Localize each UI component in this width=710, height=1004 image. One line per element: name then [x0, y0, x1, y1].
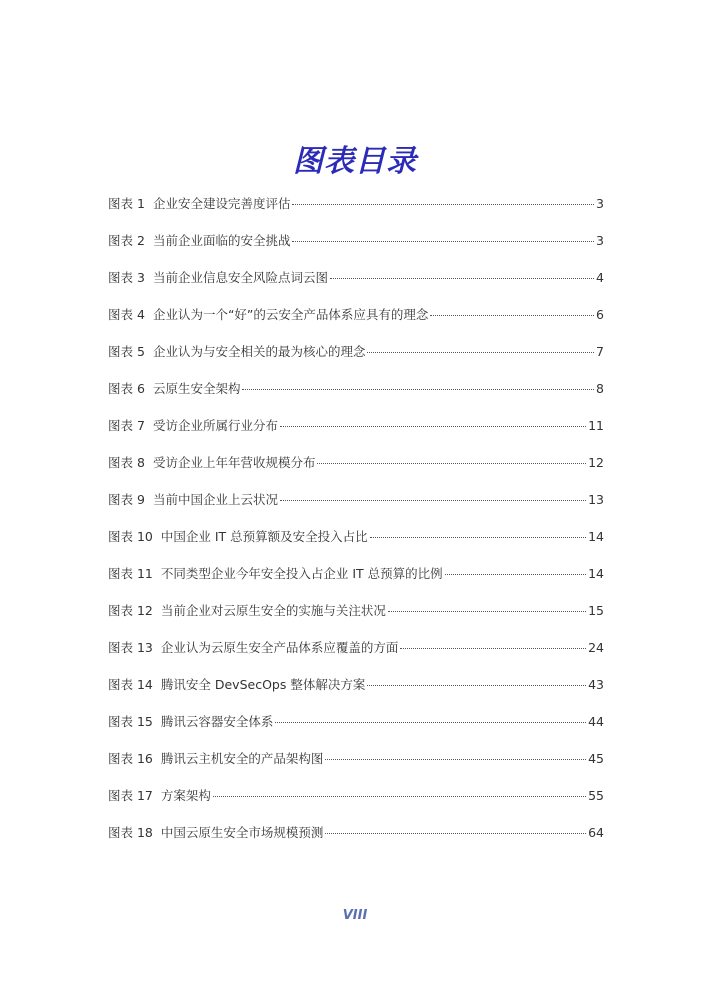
toc-entry[interactable]: [108, 636, 604, 673]
toc-entry-page: 3: [596, 196, 604, 211]
toc-entry-label: 图表 16: [108, 751, 153, 766]
toc-entry-title: 云原生安全架构: [152, 381, 241, 396]
toc-dot-leader: [430, 315, 594, 316]
toc-entry-title: 腾讯云主机安全的产品架构图: [160, 751, 324, 766]
toc-entry-label: 图表 15: [108, 714, 153, 729]
toc-entry-page: 24: [588, 640, 604, 655]
page-title: 图表目录: [293, 144, 417, 180]
toc-entry-label: 图表 14: [108, 677, 153, 692]
toc-dot-leader: [325, 759, 586, 760]
toc-entry-title: 当前企业信息安全风险点词云图: [152, 270, 328, 285]
toc-entry-title: 受访企业所属行业分布: [152, 418, 278, 433]
toc-entry-page: 13: [588, 492, 604, 507]
toc-entry-title: 当前企业对云原生安全的实施与关注状况: [160, 603, 386, 618]
toc-dot-leader: [330, 278, 594, 279]
toc-entry-title: 中国企业 IT 总预算额及安全投入占比: [160, 529, 368, 544]
toc-entry-title: 不同类型企业今年安全投入占企业 IT 总预算的比例: [160, 566, 443, 581]
toc-entry[interactable]: [108, 266, 604, 303]
toc-entry[interactable]: [108, 451, 604, 488]
toc-entry-title: 受访企业上年年营收规模分布: [152, 455, 316, 470]
toc-entry-page: 44: [588, 714, 604, 729]
toc-entry[interactable]: [108, 784, 604, 821]
toc-entry-page: 14: [588, 529, 604, 544]
toc-entry[interactable]: [108, 192, 604, 229]
toc-dot-leader: [370, 537, 586, 538]
toc-entry-title: 腾讯云容器安全体系: [160, 714, 274, 729]
toc-entry-label: 图表 6: [108, 381, 145, 396]
toc-entry[interactable]: [108, 488, 604, 525]
toc-entry-label: 图表 10: [108, 529, 153, 544]
toc-entry[interactable]: [108, 340, 604, 377]
toc-entry[interactable]: [108, 377, 604, 414]
table-of-figures: [108, 192, 604, 858]
toc-dot-leader: [213, 796, 586, 797]
toc-dot-leader: [292, 241, 594, 242]
toc-entry-label: 图表 18: [108, 825, 153, 840]
toc-entry-title: 方案架构: [160, 788, 211, 803]
toc-entry[interactable]: [108, 562, 604, 599]
toc-entry-page: 7: [596, 344, 604, 359]
toc-entry-page: 6: [596, 307, 604, 322]
toc-dot-leader: [242, 389, 594, 390]
toc-entry-label: 图表 8: [108, 455, 145, 470]
toc-dot-leader: [292, 204, 594, 205]
toc-entry-label: 图表 13: [108, 640, 153, 655]
toc-entry-title: 企业安全建设完善度评估: [152, 196, 291, 211]
toc-dot-leader: [367, 685, 586, 686]
toc-dot-leader: [280, 500, 586, 501]
toc-entry-page: 12: [588, 455, 604, 470]
toc-entry[interactable]: [108, 525, 604, 562]
toc-entry-page: 55: [588, 788, 604, 803]
toc-entry[interactable]: [108, 710, 604, 747]
toc-entry-title: 腾讯安全 DevSecOps 整体解决方案: [160, 677, 366, 692]
toc-entry-title: 当前中国企业上云状况: [152, 492, 278, 507]
toc-entry-label: 图表 17: [108, 788, 153, 803]
toc-entry-page: 11: [588, 418, 604, 433]
toc-entry-page: 14: [588, 566, 604, 581]
toc-entry-title: 企业认为与安全相关的最为核心的理念: [152, 344, 366, 359]
toc-entry-page: 43: [588, 677, 604, 692]
toc-entry-label: 图表 5: [108, 344, 145, 359]
toc-entry-page: 8: [596, 381, 604, 396]
toc-entry-label: 图表 11: [108, 566, 153, 581]
toc-entry[interactable]: [108, 229, 604, 266]
toc-dot-leader: [317, 463, 586, 464]
toc-entry-label: 图表 3: [108, 270, 145, 285]
toc-entry-title: 企业认为云原生安全产品体系应覆盖的方面: [160, 640, 399, 655]
page-number: VIII: [342, 908, 368, 923]
toc-entry-label: 图表 9: [108, 492, 145, 507]
toc-dot-leader: [325, 833, 586, 834]
toc-entry-label: 图表 1: [108, 196, 145, 211]
toc-entry-title: 当前企业面临的安全挑战: [152, 233, 291, 248]
toc-entry-page: 15: [588, 603, 604, 618]
toc-entry-page: 3: [596, 233, 604, 248]
toc-dot-leader: [445, 574, 586, 575]
toc-entry[interactable]: [108, 673, 604, 710]
toc-entry-page: 4: [596, 270, 604, 285]
toc-entry-page: 64: [588, 825, 604, 840]
toc-entry-label: 图表 7: [108, 418, 145, 433]
toc-dot-leader: [400, 648, 586, 649]
toc-dot-leader: [275, 722, 586, 723]
toc-entry[interactable]: [108, 414, 604, 451]
toc-entry[interactable]: [108, 747, 604, 784]
toc-entry-label: 图表 2: [108, 233, 145, 248]
toc-entry-label: 图表 4: [108, 307, 145, 322]
toc-entry-page: 45: [588, 751, 604, 766]
toc-entry[interactable]: [108, 599, 604, 636]
toc-entry[interactable]: [108, 821, 604, 858]
toc-entry-title: 中国云原生安全市场规模预测: [160, 825, 324, 840]
toc-dot-leader: [280, 426, 586, 427]
toc-entry[interactable]: [108, 303, 604, 340]
toc-dot-leader: [367, 352, 594, 353]
toc-dot-leader: [388, 611, 586, 612]
toc-entry-title: 企业认为一个“好”的云安全产品体系应具有的理念: [152, 307, 429, 322]
toc-entry-label: 图表 12: [108, 603, 153, 618]
